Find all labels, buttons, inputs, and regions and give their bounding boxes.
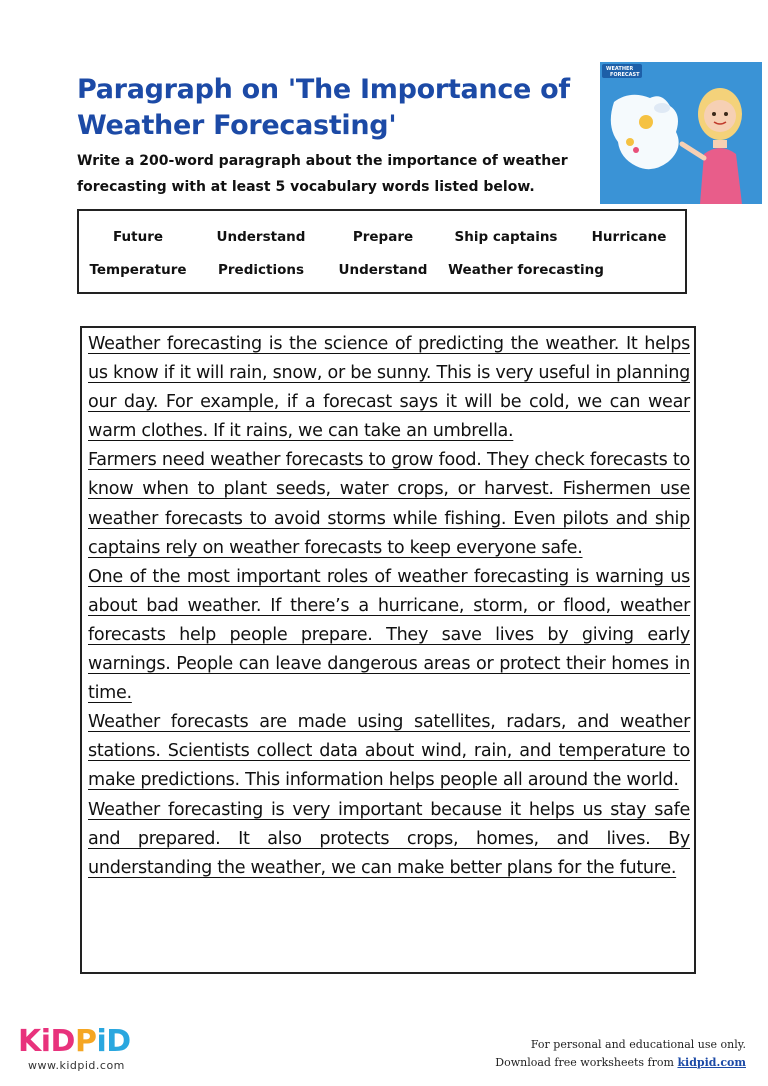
vocab-word: Understand <box>338 262 428 278</box>
vocabulary-box <box>77 209 687 294</box>
logo-url: www.kidpid.com <box>28 1059 125 1072</box>
paragraph: Weather forecasts are made using satellites, radars, and weather stations. Scientists collect data about wind, rain, and temperature to make predictions. This information helps people all around the world. <box>88 712 690 791</box>
paragraph: Farmers need weather forecasts to grow food. They check forecasts to know when to plant seeds, water crops, or harvest. Fishermen use weather forecasts to avoid storms while fishing. Even pilots and ship captains rely on weather forecasts to keep everyone safe. <box>88 450 690 558</box>
footer-link[interactable]: kidpid.com <box>677 1056 746 1069</box>
vocab-word: Prepare <box>352 229 414 245</box>
vocab-word: Temperature <box>89 262 187 278</box>
vocab-word: Predictions <box>217 262 305 278</box>
illustration-label-1: WEATHER <box>606 66 634 72</box>
vocab-word: Weather forecasting <box>448 262 604 278</box>
vocab-word: Hurricane <box>591 229 667 245</box>
vocab-word: Ship captains <box>454 229 558 245</box>
vocab-word: Understand <box>216 229 306 245</box>
footer <box>495 1036 746 1072</box>
page-title: Paragraph on 'The Importance of Weather Forecasting' <box>77 74 570 141</box>
illustration-label-2: FORECAST <box>610 72 640 78</box>
kidpid-logo: KiDPiD <box>18 1024 131 1059</box>
vocab-word: Future <box>112 229 164 245</box>
paragraph: Weather forecasting is very important because it helps us stay safe and prepared. It also protects crops, homes, and lives. By understanding the weather, we can make better plans for the future. <box>88 799 690 878</box>
paragraph: Weather forecasting is the science of predicting the weather. It helps us know if it will rain, snow, or be sunny. This is very useful in planning our day. For example, if a forecast says it will be cold, we can wear warm clothes. If it rains, we can take an umbrella. <box>88 334 690 442</box>
instructions: Write a 200-word paragraph about the importance of weather forecasting with at least 5 vocabulary words listed below. <box>77 153 568 195</box>
weather-presenter-illustration <box>600 62 762 204</box>
footer-usage-note: For personal and educational use only. <box>530 1038 746 1051</box>
answer-text <box>88 330 690 883</box>
paragraph: One of the most important roles of weather forecasting is warning us about bad weather. If there’s a hurricane, storm, or flood, weather forecasts help people prepare. They save lives by giving early warnings. People can leave dangerous areas or protect their homes in time. <box>88 566 690 704</box>
footer-download-note: Download free worksheets from kidpid.com <box>495 1056 746 1069</box>
